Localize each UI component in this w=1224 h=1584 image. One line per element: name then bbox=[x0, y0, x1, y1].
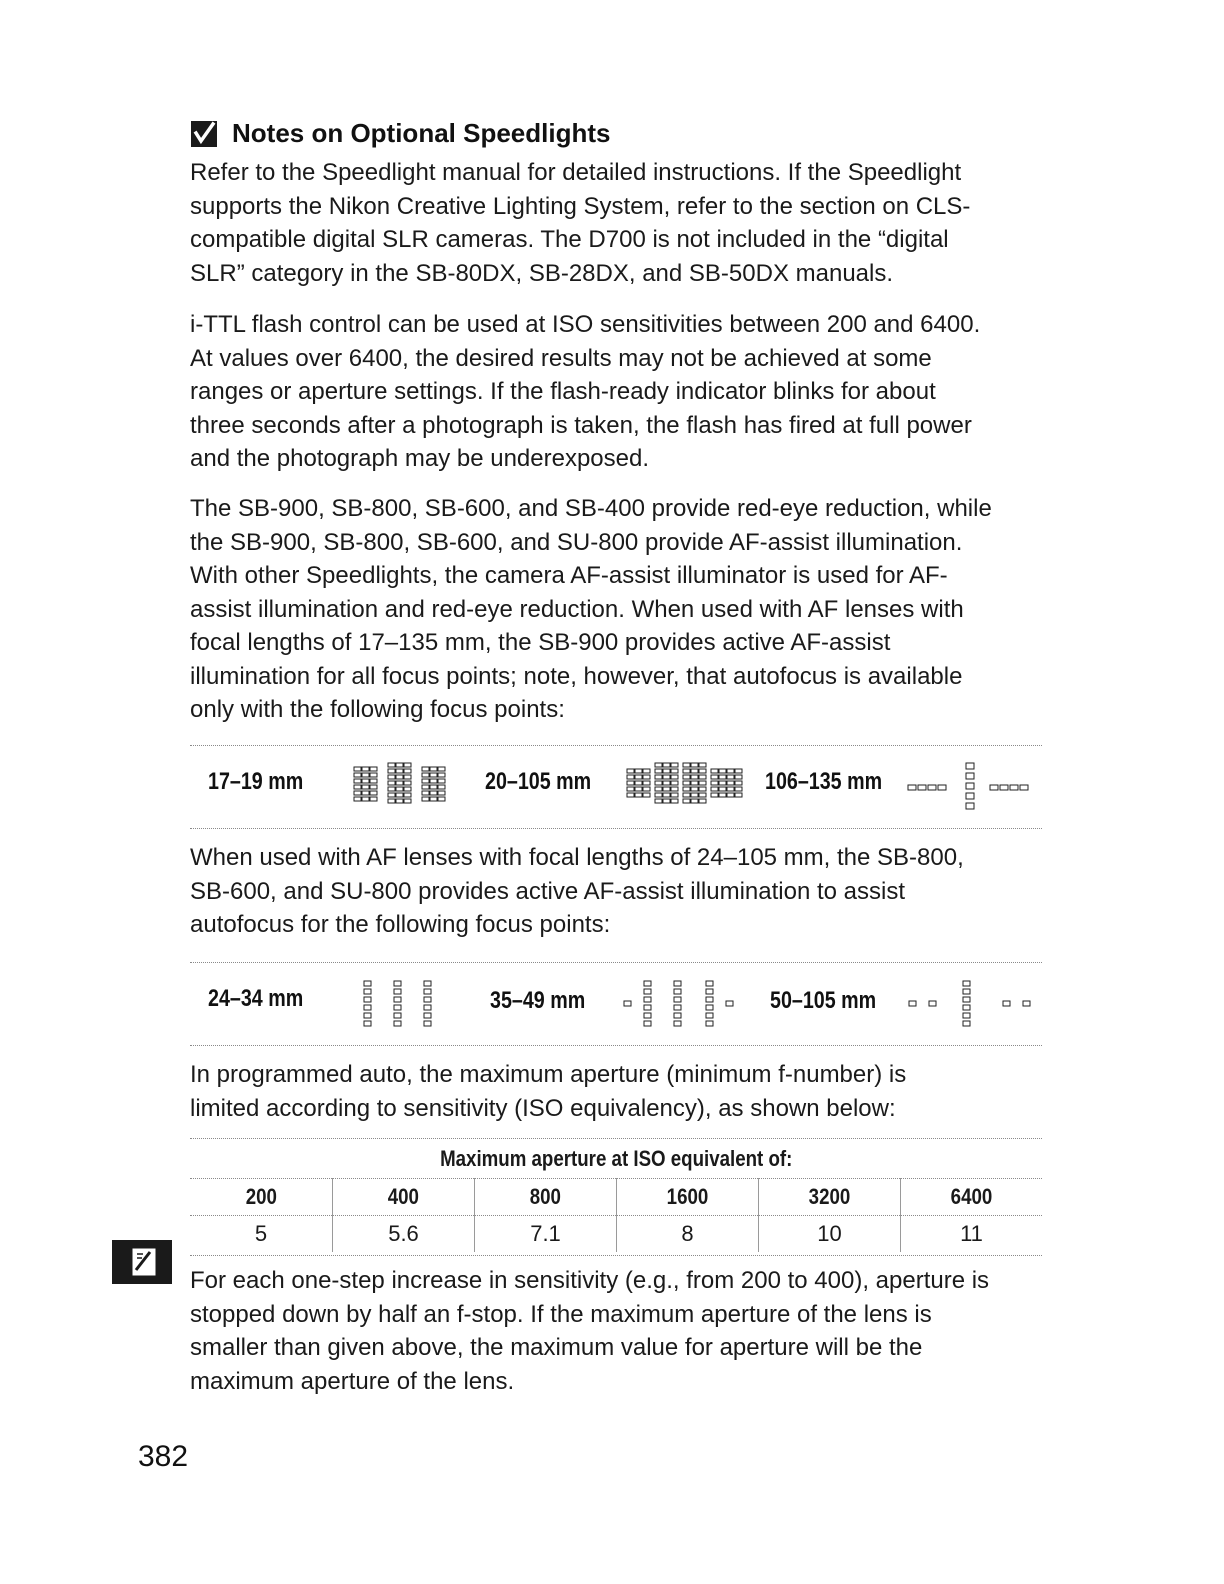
focus-point-mark bbox=[388, 781, 395, 785]
focus-point-mark bbox=[727, 769, 734, 773]
focus-point-mark bbox=[396, 769, 403, 773]
aperture-table bbox=[190, 1140, 1042, 1252]
focus-point-mark bbox=[691, 775, 698, 779]
focus-point-mark bbox=[727, 787, 734, 791]
focus-point-mark bbox=[644, 989, 651, 994]
paragraph-speedlight-manual bbox=[190, 156, 1050, 290]
focus-point-mark bbox=[966, 783, 974, 789]
focus-point-mark bbox=[691, 787, 698, 791]
focus-point-mark bbox=[424, 1021, 431, 1026]
focus-point-mark bbox=[394, 997, 401, 1002]
focus-point-mark bbox=[394, 1013, 401, 1018]
focal-range-label: 50–105 mm bbox=[770, 987, 877, 1014]
menu-tab-icon bbox=[112, 1240, 172, 1284]
focal-range-label: 20–105 mm bbox=[485, 768, 592, 795]
focus-point-mark bbox=[643, 793, 650, 797]
table-header-row bbox=[190, 1178, 1042, 1215]
focus-point-mark bbox=[364, 981, 371, 986]
focus-point-mark bbox=[671, 793, 678, 797]
focus-point-mark bbox=[404, 769, 411, 773]
focus-point-mark bbox=[963, 1005, 970, 1010]
focus-point-mark bbox=[422, 773, 429, 777]
focus-point-mark bbox=[404, 781, 411, 785]
focus-point-mark bbox=[394, 1005, 401, 1010]
focus-point-mark bbox=[370, 767, 377, 771]
focus-point-mark bbox=[966, 763, 974, 769]
focus-point-mark bbox=[655, 763, 662, 767]
focus-point-mark bbox=[699, 787, 706, 791]
focus-point-mark bbox=[354, 797, 361, 801]
focus-point-mark bbox=[438, 785, 445, 789]
divider bbox=[190, 1138, 1042, 1139]
divider bbox=[190, 1178, 1042, 1179]
text-line: SB-600, and SU-800 provides active AF-assist illumination to assist bbox=[190, 877, 905, 905]
focus-point-mark bbox=[655, 799, 662, 803]
focus-point-mark bbox=[683, 799, 690, 803]
focus-point-mark bbox=[706, 1021, 713, 1026]
focus-point-mark bbox=[963, 989, 970, 994]
focus-point-mark bbox=[735, 787, 742, 791]
focus-point-mark bbox=[908, 785, 916, 790]
focus-point-mark bbox=[671, 787, 678, 791]
focus-point-mark bbox=[627, 775, 634, 779]
text-line: compatible digital SLR cameras. The D700 is not included in the “digital bbox=[190, 226, 949, 253]
iso-value: 6400 bbox=[950, 1183, 993, 1209]
focus-point-mark bbox=[404, 763, 411, 767]
focus-point-mark bbox=[691, 781, 698, 785]
text-line: autofocus for the following focus points: bbox=[190, 911, 611, 938]
focus-point-mark bbox=[1020, 785, 1028, 790]
focus-points-row-sb900 bbox=[190, 746, 1042, 828]
focus-point-mark bbox=[966, 793, 974, 799]
focus-point-mark bbox=[364, 989, 371, 994]
focus-point-mark bbox=[1003, 1001, 1010, 1006]
focus-point-mark bbox=[963, 997, 970, 1002]
aperture-value: 7.1 bbox=[474, 1215, 616, 1252]
focus-point-mark bbox=[644, 1005, 651, 1010]
focus-point-mark bbox=[683, 793, 690, 797]
focus-point-mark bbox=[404, 787, 411, 791]
focus-point-mark bbox=[354, 785, 361, 789]
focus-point-mark bbox=[966, 773, 974, 779]
focus-point-mark bbox=[663, 763, 670, 767]
focus-point-mark bbox=[364, 1013, 371, 1018]
divider bbox=[190, 828, 1042, 829]
text-line: In programmed auto, the maximum aperture (minimum f-number) is bbox=[190, 1061, 907, 1088]
focus-point-mark bbox=[422, 767, 429, 771]
text-line: smaller than given above, the maximum value for aperture will be the bbox=[190, 1334, 923, 1361]
iso-value: 400 bbox=[387, 1183, 420, 1209]
focus-point-mark bbox=[430, 797, 437, 801]
focus-point-mark bbox=[699, 781, 706, 785]
focus-points-row-sb800 bbox=[190, 963, 1042, 1045]
table-title-text: Maximum aperture at ISO equivalent of: bbox=[439, 1146, 793, 1171]
focus-point-mark bbox=[627, 787, 634, 791]
focal-range-label: 17–19 mm bbox=[208, 768, 304, 795]
text-line: Refer to the Speedlight manual for detailed instructions. If the Speedlight bbox=[190, 159, 962, 186]
table-cell bbox=[474, 1178, 616, 1215]
table-value-row bbox=[190, 1215, 1042, 1252]
focus-point-mark bbox=[424, 997, 431, 1002]
iso-value: 1600 bbox=[666, 1183, 709, 1209]
focus-point-mark bbox=[963, 981, 970, 986]
focus-point-mark bbox=[711, 793, 718, 797]
focus-point-mark bbox=[430, 779, 437, 783]
text-line: supports the Nikon Creative Lighting System, refer to the section on CLS- bbox=[190, 192, 971, 220]
focus-point-mark bbox=[719, 781, 726, 785]
focus-point-mark bbox=[394, 981, 401, 986]
focus-point-mark bbox=[674, 989, 681, 994]
focus-point-mark bbox=[663, 769, 670, 773]
focus-point-mark bbox=[370, 779, 377, 783]
focus-point-mark bbox=[354, 767, 361, 771]
focus-point-mark bbox=[438, 779, 445, 783]
focus-point-mark bbox=[394, 989, 401, 994]
focus-point-mark bbox=[711, 775, 718, 779]
text-line: only with the following focus points: bbox=[190, 696, 565, 723]
focus-point-mark bbox=[726, 1001, 733, 1006]
table-cell bbox=[332, 1178, 474, 1215]
focus-point-mark bbox=[635, 775, 642, 779]
focus-point-mark bbox=[635, 769, 642, 773]
focus-point-mark bbox=[663, 781, 670, 785]
text-line: and the photograph may be underexposed. bbox=[190, 445, 650, 472]
focus-point-mark bbox=[424, 989, 431, 994]
focus-point-mark bbox=[706, 981, 713, 986]
focus-point-mark bbox=[422, 779, 429, 783]
focus-point-mark bbox=[655, 787, 662, 791]
focus-point-mark bbox=[362, 767, 369, 771]
focus-point-mark bbox=[422, 797, 429, 801]
text-line: stopped down by half an f-stop. If the maximum aperture of the lens is bbox=[190, 1300, 932, 1328]
focus-point-mark bbox=[354, 779, 361, 783]
aperture-value: 8 bbox=[616, 1215, 758, 1252]
focal-range-label: 24–34 mm bbox=[208, 985, 304, 1012]
focus-point-mark bbox=[627, 793, 634, 797]
focus-point-mark bbox=[438, 767, 445, 771]
focus-point-mark bbox=[918, 785, 926, 790]
focus-point-mark bbox=[671, 769, 678, 773]
text-line: focal lengths of 17–135 mm, the SB-900 provides active AF-assist bbox=[190, 629, 891, 656]
focus-points-diagram-all bbox=[352, 761, 456, 809]
focus-point-mark bbox=[643, 769, 650, 773]
focus-point-mark bbox=[364, 1021, 371, 1026]
focus-point-mark bbox=[699, 769, 706, 773]
paragraph-one-step bbox=[190, 1264, 1050, 1398]
focus-point-mark bbox=[683, 787, 690, 791]
focus-points-diagram-wide bbox=[625, 761, 749, 809]
focus-point-mark bbox=[643, 775, 650, 779]
focus-point-mark bbox=[671, 763, 678, 767]
focus-point-mark bbox=[691, 769, 698, 773]
focus-point-mark bbox=[627, 781, 634, 785]
focal-range-label: 35–49 mm bbox=[490, 987, 586, 1014]
focus-point-mark bbox=[691, 799, 698, 803]
focus-point-mark bbox=[674, 1021, 681, 1026]
focus-point-mark bbox=[674, 1005, 681, 1010]
text-line: At values over 6400, the desired results may not be achieved at some bbox=[190, 344, 932, 372]
focus-point-mark bbox=[719, 775, 726, 779]
focus-point-mark bbox=[719, 787, 726, 791]
focus-point-mark bbox=[644, 997, 651, 1002]
focus-point-mark bbox=[422, 791, 429, 795]
focus-point-mark bbox=[370, 791, 377, 795]
notes-heading bbox=[190, 118, 610, 149]
focus-point-mark bbox=[671, 775, 678, 779]
focus-point-mark bbox=[735, 775, 742, 779]
focus-point-mark bbox=[424, 1013, 431, 1018]
focus-points-diagram-columns bbox=[360, 977, 440, 1033]
focus-point-mark bbox=[430, 773, 437, 777]
paragraph-programmed-auto bbox=[190, 1058, 1050, 1125]
focus-point-mark bbox=[735, 793, 742, 797]
focus-point-mark bbox=[388, 799, 395, 803]
focus-point-mark bbox=[635, 787, 642, 791]
iso-value: 3200 bbox=[808, 1183, 851, 1209]
focus-point-mark bbox=[966, 803, 974, 809]
heading-title: Notes on Optional Speedlights bbox=[232, 118, 611, 148]
focus-point-mark bbox=[706, 1005, 713, 1010]
aperture-value: 5.6 bbox=[332, 1215, 474, 1252]
aperture-value: 10 bbox=[758, 1215, 900, 1252]
focus-point-mark bbox=[388, 775, 395, 779]
table-title bbox=[190, 1140, 1042, 1178]
table-cell bbox=[758, 1178, 900, 1215]
text-line: assist illumination and red-eye reduction. When used with AF lenses with bbox=[190, 595, 964, 623]
focus-point-mark bbox=[727, 793, 734, 797]
focus-point-mark bbox=[683, 775, 690, 779]
focus-point-mark bbox=[727, 781, 734, 785]
focus-point-mark bbox=[929, 1001, 936, 1006]
focus-point-mark bbox=[388, 769, 395, 773]
focus-point-mark bbox=[699, 793, 706, 797]
focus-point-mark bbox=[663, 787, 670, 791]
focus-point-mark bbox=[394, 1021, 401, 1026]
focus-point-mark bbox=[362, 791, 369, 795]
focus-point-mark bbox=[396, 781, 403, 785]
focus-point-mark bbox=[404, 799, 411, 803]
iso-value: 200 bbox=[245, 1183, 277, 1209]
focus-point-mark bbox=[424, 981, 431, 986]
table-cell bbox=[190, 1178, 332, 1215]
text-line: limited according to sensitivity (ISO equivalency), as shown below: bbox=[190, 1094, 896, 1122]
focus-point-mark bbox=[711, 787, 718, 791]
text-line: ranges or aperture settings. If the flash-ready indicator blinks for about bbox=[190, 378, 936, 405]
table-cell bbox=[900, 1178, 1042, 1215]
text-line: The SB-900, SB-800, SB-600, and SB-400 provide red-eye reduction, while bbox=[190, 495, 992, 522]
focus-point-mark bbox=[362, 773, 369, 777]
focus-points-diagram-center bbox=[905, 977, 1035, 1033]
focus-point-mark bbox=[674, 997, 681, 1002]
text-line: three seconds after a photograph is taken, the flash has fired at full power bbox=[190, 411, 972, 439]
focus-point-mark bbox=[624, 1001, 631, 1006]
focus-point-mark bbox=[396, 787, 403, 791]
focus-point-mark bbox=[706, 997, 713, 1002]
focus-point-mark bbox=[655, 793, 662, 797]
focus-point-mark bbox=[735, 781, 742, 785]
focus-point-mark bbox=[424, 1005, 431, 1010]
focus-point-mark bbox=[691, 793, 698, 797]
focus-point-mark bbox=[643, 781, 650, 785]
divider bbox=[190, 1215, 1042, 1216]
focus-point-mark bbox=[388, 793, 395, 797]
iso-value: 800 bbox=[529, 1183, 562, 1209]
focus-point-mark bbox=[674, 981, 681, 986]
focus-point-mark bbox=[699, 775, 706, 779]
focus-point-mark bbox=[990, 785, 998, 790]
focus-point-mark bbox=[635, 781, 642, 785]
text-line: i-TTL flash control can be used at ISO sensitivities between 200 and 6400. bbox=[190, 311, 981, 338]
divider bbox=[190, 1255, 1042, 1256]
text-line: illumination for all focus points; note, however, that autofocus is available bbox=[190, 662, 963, 690]
focus-point-mark bbox=[362, 785, 369, 789]
focus-point-mark bbox=[706, 989, 713, 994]
focus-point-mark bbox=[354, 791, 361, 795]
focus-point-mark bbox=[655, 781, 662, 785]
focus-point-mark bbox=[1000, 785, 1008, 790]
text-line: When used with AF lenses with focal lengths of 24–105 mm, the SB-800, bbox=[190, 844, 964, 871]
focus-point-mark bbox=[438, 791, 445, 795]
focus-point-mark bbox=[735, 769, 742, 773]
focus-point-mark bbox=[663, 793, 670, 797]
focus-point-mark bbox=[370, 785, 377, 789]
paragraph-red-eye bbox=[190, 492, 1050, 727]
focus-point-mark bbox=[644, 1021, 651, 1026]
focus-point-mark bbox=[396, 793, 403, 797]
text-line: SLR” category in the SB-80DX, SB-28DX, and SB-50DX manuals. bbox=[190, 259, 894, 287]
focus-point-mark bbox=[663, 799, 670, 803]
focus-point-mark bbox=[438, 773, 445, 777]
focus-point-mark bbox=[699, 763, 706, 767]
focus-point-mark bbox=[938, 785, 946, 790]
focus-points-diagram-cross bbox=[906, 761, 1034, 813]
focus-point-mark bbox=[430, 767, 437, 771]
focus-point-mark bbox=[388, 763, 395, 767]
paragraph-sb800 bbox=[190, 841, 1050, 942]
focus-point-mark bbox=[644, 981, 651, 986]
focus-point-mark bbox=[404, 793, 411, 797]
page-number: 382 bbox=[138, 1440, 189, 1473]
focus-point-mark bbox=[430, 785, 437, 789]
focus-point-mark bbox=[706, 1013, 713, 1018]
divider bbox=[190, 1045, 1042, 1046]
focus-point-mark bbox=[1023, 1001, 1030, 1006]
checkmark-note-icon bbox=[190, 120, 218, 148]
focus-point-mark bbox=[719, 769, 726, 773]
focus-point-mark bbox=[370, 797, 377, 801]
focus-point-mark bbox=[674, 1013, 681, 1018]
focus-point-mark bbox=[1010, 785, 1018, 790]
focus-point-mark bbox=[655, 769, 662, 773]
table-cell bbox=[616, 1178, 758, 1215]
focus-point-mark bbox=[362, 797, 369, 801]
focus-point-mark bbox=[370, 773, 377, 777]
focus-point-mark bbox=[963, 1013, 970, 1018]
focus-point-mark bbox=[362, 779, 369, 783]
text-line: maximum aperture of the lens. bbox=[190, 1367, 515, 1395]
focus-point-mark bbox=[909, 1001, 916, 1006]
focus-point-mark bbox=[422, 785, 429, 789]
text-line: the SB-900, SB-800, SB-600, and SU-800 provide AF-assist illumination. bbox=[190, 528, 963, 556]
focus-point-mark bbox=[683, 781, 690, 785]
aperture-value: 11 bbox=[900, 1215, 1042, 1252]
focus-point-mark bbox=[719, 793, 726, 797]
focus-point-mark bbox=[663, 775, 670, 779]
focus-point-mark bbox=[963, 1021, 970, 1026]
focus-point-mark bbox=[643, 787, 650, 791]
paragraph-ittl bbox=[190, 308, 1050, 476]
focus-point-mark bbox=[396, 763, 403, 767]
focus-point-mark bbox=[438, 797, 445, 801]
focus-point-mark bbox=[364, 1005, 371, 1010]
aperture-value: 5 bbox=[254, 1220, 268, 1246]
focus-point-mark bbox=[388, 787, 395, 791]
focus-point-mark bbox=[727, 775, 734, 779]
focus-point-mark bbox=[635, 793, 642, 797]
focus-point-mark bbox=[691, 763, 698, 767]
focus-point-mark bbox=[430, 791, 437, 795]
focus-point-mark bbox=[404, 775, 411, 779]
focus-point-mark bbox=[711, 781, 718, 785]
focus-point-mark bbox=[644, 1013, 651, 1018]
focus-point-mark bbox=[671, 799, 678, 803]
focus-points-diagram-columns-wide bbox=[622, 977, 748, 1033]
text-line: With other Speedlights, the camera AF-assist illuminator is used for AF- bbox=[190, 562, 948, 589]
focus-point-mark bbox=[683, 763, 690, 767]
focus-point-mark bbox=[354, 773, 361, 777]
focal-range-label: 106–135 mm bbox=[765, 768, 883, 795]
focus-point-mark bbox=[699, 799, 706, 803]
focus-point-mark bbox=[928, 785, 936, 790]
text-line: For each one-step increase in sensitivity (e.g., from 200 to 400), aperture is bbox=[190, 1267, 990, 1294]
focus-point-mark bbox=[683, 769, 690, 773]
focus-point-mark bbox=[396, 775, 403, 779]
focus-point-mark bbox=[364, 997, 371, 1002]
focus-point-mark bbox=[627, 769, 634, 773]
focus-point-mark bbox=[671, 781, 678, 785]
focus-point-mark bbox=[396, 799, 403, 803]
focus-point-mark bbox=[711, 769, 718, 773]
focus-point-mark bbox=[655, 775, 662, 779]
